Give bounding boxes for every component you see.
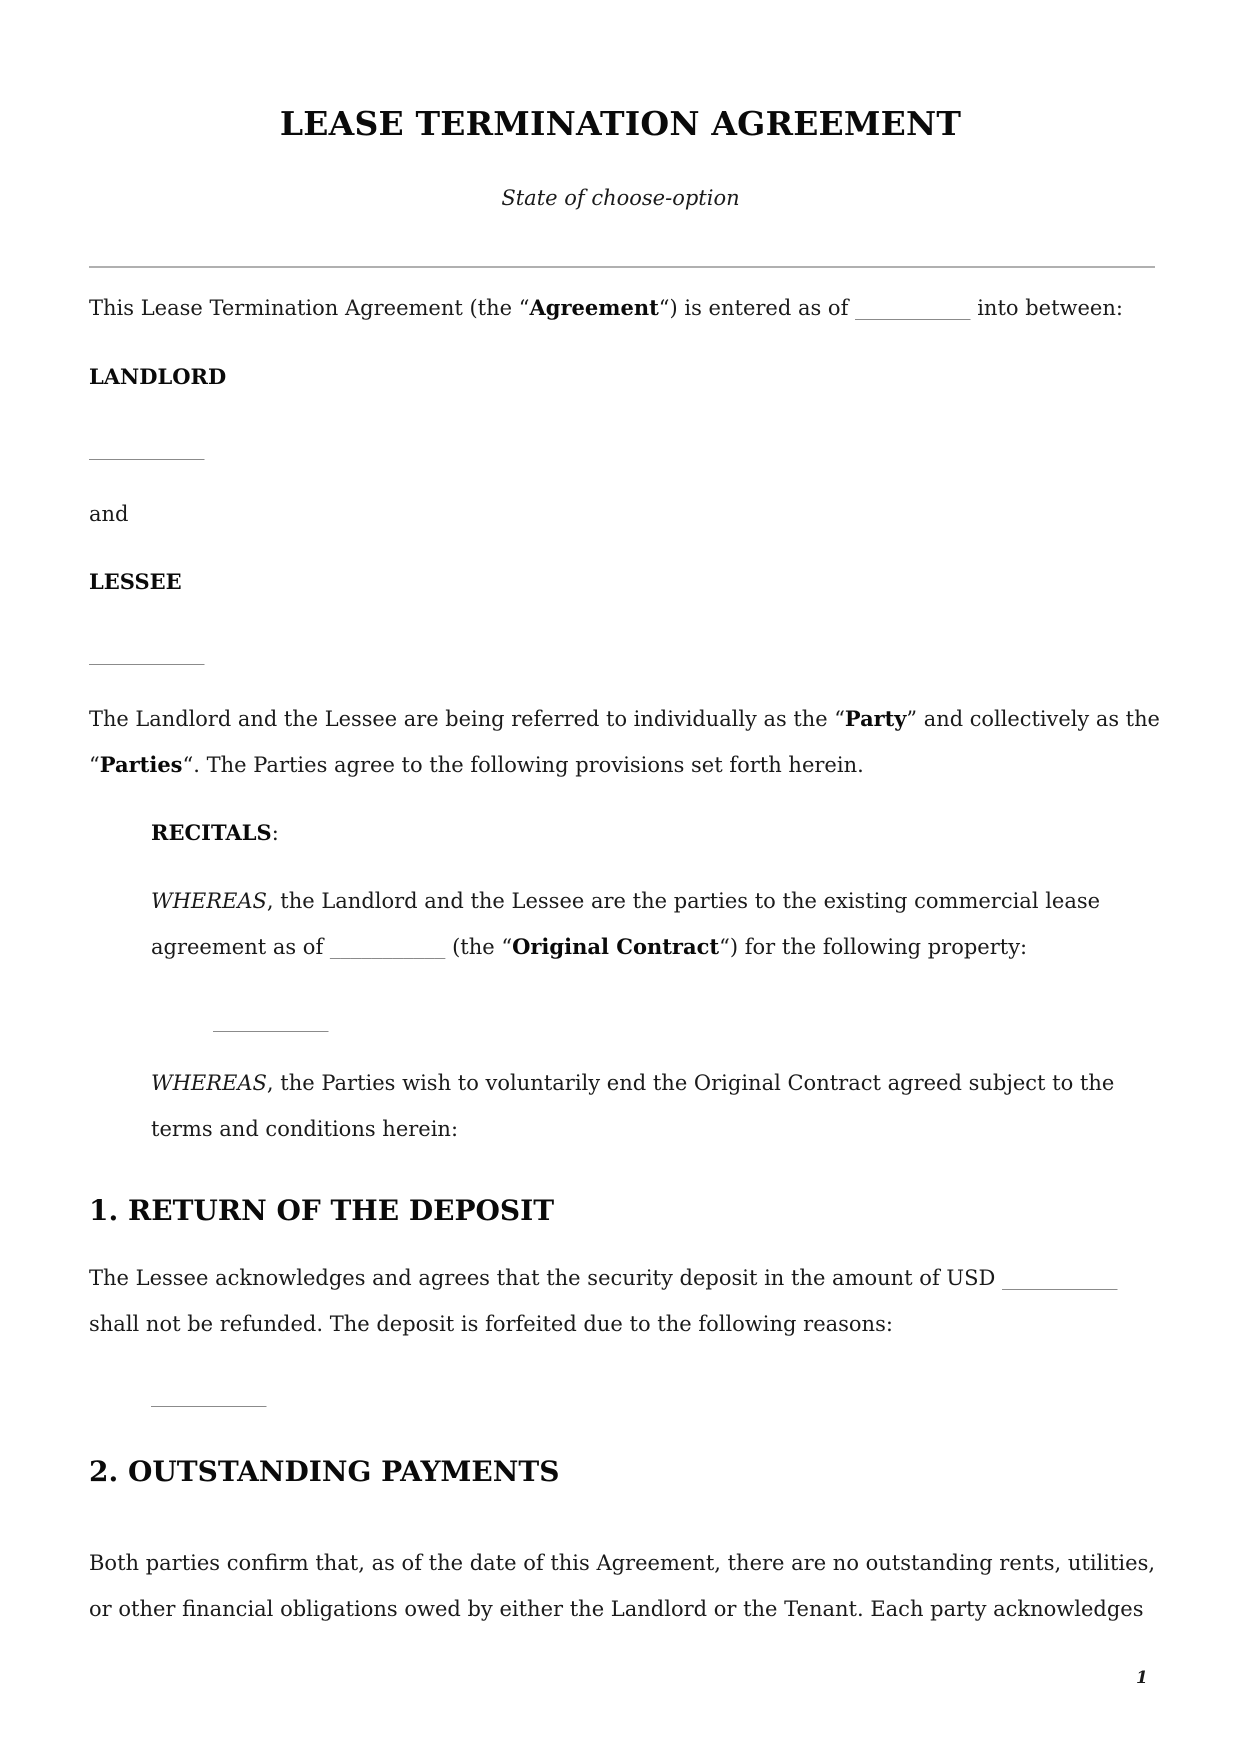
defined-term-agreement: Agreement bbox=[529, 295, 659, 320]
whereas-2-line-1 bbox=[151, 1060, 1114, 1106]
defined-term-party: Party bbox=[844, 706, 907, 731]
original-contract-date-blank[interactable]: ___________ bbox=[329, 935, 446, 959]
whereas-2-line-2: terms and conditions herein: bbox=[151, 1117, 459, 1141]
and-text: and bbox=[89, 502, 129, 526]
whereas-term: WHEREAS bbox=[151, 889, 267, 913]
parties-text: The Landlord and the Lessee are being referred to individually as the “ bbox=[89, 707, 845, 731]
landlord-label: LANDLORD bbox=[89, 364, 227, 389]
property-blank[interactable]: ___________ bbox=[213, 1008, 329, 1032]
parties-text: “ bbox=[89, 753, 100, 777]
header-divider bbox=[89, 266, 1155, 268]
recitals-label: RECITALS bbox=[151, 820, 272, 845]
intro-paragraph bbox=[89, 285, 1123, 331]
defined-term-parties: Parties bbox=[99, 752, 183, 777]
landlord-name-blank[interactable]: ___________ bbox=[89, 436, 205, 460]
forfeit-reasons-blank[interactable]: ___________ bbox=[151, 1383, 267, 1407]
whereas-text: , the Landlord and the Lessee are the parties to the existing commercial lease bbox=[266, 889, 1101, 913]
lessee-name-blank[interactable]: ___________ bbox=[89, 641, 205, 665]
recitals-colon: : bbox=[271, 821, 279, 845]
whereas-text: (the “ bbox=[445, 935, 513, 959]
parties-text: “. The Parties agree to the following provisions set forth herein. bbox=[182, 753, 864, 777]
defined-term-original-contract: Original Contract bbox=[512, 934, 720, 959]
whereas-text: agreement as of bbox=[151, 935, 330, 959]
section-2-line-2: or other financial obligations owed by either the Landlord or the Tenant. Each party acknowledges bbox=[89, 1597, 1144, 1621]
section-1-heading: 1. RETURN OF THE DEPOSIT bbox=[89, 1194, 555, 1227]
whereas-text: “) for the following property: bbox=[719, 935, 1028, 959]
lessee-label: LESSEE bbox=[89, 569, 182, 594]
section-1-line-1 bbox=[89, 1255, 1118, 1301]
parties-paragraph-line-1 bbox=[89, 696, 1160, 742]
intro-text: This Lease Termination Agreement (the “ bbox=[89, 296, 530, 320]
recitals-heading bbox=[151, 810, 279, 856]
section-2-line-1: Both parties confirm that, as of the date of this Agreement, there are no outstanding rents, utilities, bbox=[89, 1551, 1156, 1575]
section-1-line-2: shall not be refunded. The deposit is forfeited due to the following reasons: bbox=[89, 1312, 893, 1336]
whereas-term: WHEREAS bbox=[151, 1071, 267, 1095]
date-blank[interactable]: ___________ bbox=[855, 296, 971, 320]
page-number: 1 bbox=[1136, 1668, 1148, 1688]
deposit-amount-blank[interactable]: ___________ bbox=[1002, 1266, 1118, 1290]
intro-text: “) is entered as of bbox=[658, 296, 856, 320]
intro-text: into between: bbox=[970, 296, 1123, 320]
section-2-heading: 2. OUTSTANDING PAYMENTS bbox=[89, 1455, 560, 1488]
parties-paragraph-line-2 bbox=[89, 742, 864, 788]
whereas-1-line-1 bbox=[151, 878, 1100, 924]
document-subtitle: State of choose-option bbox=[501, 186, 740, 210]
parties-text: ” and collectively as the bbox=[906, 707, 1160, 731]
whereas-1-line-2 bbox=[151, 924, 1027, 970]
document-title: LEASE TERMINATION AGREEMENT bbox=[279, 104, 962, 143]
section-1-text: The Lessee acknowledges and agrees that the security deposit in the amount of USD bbox=[89, 1266, 1002, 1290]
whereas-text: , the Parties wish to voluntarily end the Original Contract agreed subject to the bbox=[266, 1071, 1115, 1095]
